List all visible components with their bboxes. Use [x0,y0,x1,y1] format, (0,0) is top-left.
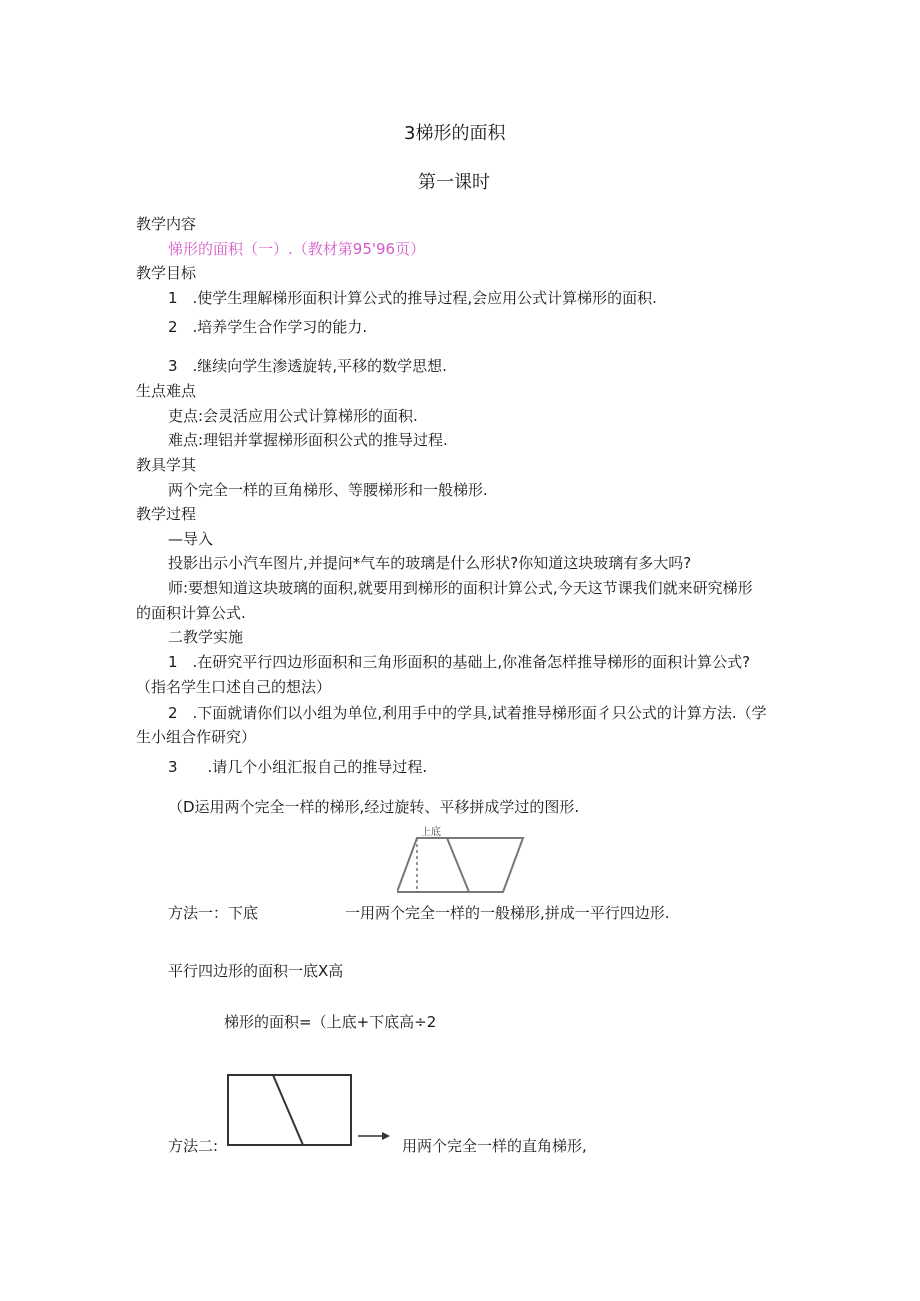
section-key-points: 生点难点 [136,382,197,400]
method-two-desc: 用两个完全一样的直角梯形, [402,1137,587,1155]
content-line: 悌形的面积（一）.（教材第95'96页） [168,240,426,258]
goal-2: 2 .培养学生合作学习的能力. [168,318,368,336]
goal-3: 3 .继续向学生渗透旋转,平移的数学思想. [168,357,447,375]
section-teaching-process: 教学过程 [136,505,197,523]
method-one-desc: 一用两个完全一样的一般梯形,拼成一平行四边形. [345,904,670,922]
parallelogram-figure [397,824,527,894]
lesson-title: 3梯形的面积 [404,123,506,144]
formula-trapezoid: 梯形的面积=（上底+下底高÷2 [224,1013,437,1031]
rectangle-split-line [273,1075,303,1145]
parallelogram-outline [397,838,523,892]
impl-item-1a: 1 .在研究平行四边形面积和三角形面积的基础上,你准备怎样推导梯形的面积计算公式? [168,653,751,671]
intro-paragraph-2b: 的面积计算公式. [136,604,246,622]
intro-paragraph-1: 投影出示小汽车图片,并提问*气车的玻璃是什么形状?你知道这块玻璃有多大吗? [168,554,692,572]
goal-1: 1 .使学生理解梯形面积计算公式的推导过程,会应用公式计算梯形的面积. [168,289,657,307]
section-teaching-tools: 教具学其 [136,456,197,474]
difficult-point: 难点:理铝并掌握梯形面积公式的推导过程. [168,431,448,449]
trapezoid-split-line [447,838,469,892]
intro-paragraph-2a: 师:要想知道这块玻璃的面积,就要用到梯形的面积计算公式,今天这节课我们就来研究梯形 [168,579,753,597]
top-base-label: 上底 [421,827,441,838]
impl-item-1b: （指名学生口述自己的想法） [136,678,332,696]
rectangle-figure [220,1070,400,1150]
formula-parallelogram: 平行四边形的面积一底X高 [168,962,344,980]
method-two-label: 方法二: [168,1137,219,1155]
impl-item-3: 3 .请几个小组汇报自己的推导过程. [168,758,428,776]
section-teaching-content: 教学内容 [136,215,197,233]
arrow-head-icon [382,1132,390,1140]
lesson-subtitle: 第一课时 [418,172,490,193]
step-introduction: —导入 [168,530,214,548]
section-teaching-goals: 教学目标 [136,264,197,282]
rectangle-outline [228,1075,351,1145]
method-one-label: 方法一：下底 [168,904,259,922]
key-point: 吏点:会灵活应用公式计算梯形的面积. [168,407,418,425]
impl-item-2b: 生小组合作研究） [136,728,257,746]
step-implementation: 二教学实施 [168,628,244,646]
tools-line: 两个完全一样的亘角梯形、等腰梯形和一般梯形. [168,481,488,499]
impl-item-2a: 2 .下面就请你们以小组为单位,利用手中的学具,试着推导梯形面彳只公式的计算方法.（学 [168,704,767,722]
method-intro-line: （D运用两个完全一样的梯形,经过旋转、平移拼成学过的图形. [168,798,580,816]
